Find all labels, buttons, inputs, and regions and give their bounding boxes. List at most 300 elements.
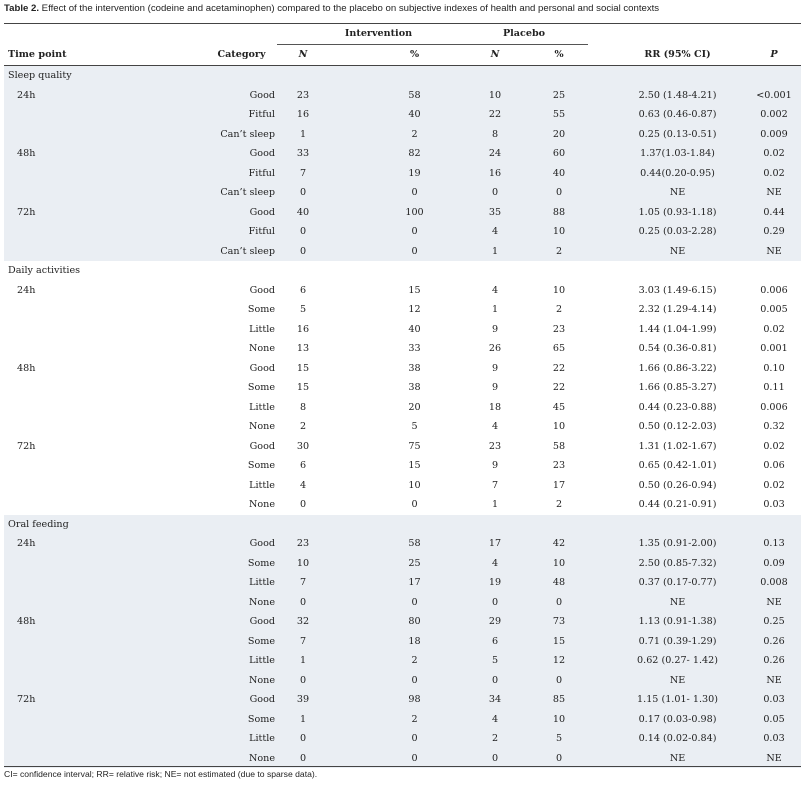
section-row <box>4 261 801 281</box>
cell-rr: NE <box>588 242 727 262</box>
cell-category: Good <box>249 440 275 452</box>
table-row <box>4 378 801 398</box>
table-row <box>4 164 801 184</box>
cell-placebo-n: 9 <box>491 460 499 471</box>
cell-placebo-pct: 10 <box>552 284 566 296</box>
table-row <box>4 144 801 164</box>
cell-placebo-n: 9 <box>491 323 499 335</box>
table-row <box>4 632 801 652</box>
cell-rr: 0.71 (0.39-1.29) <box>588 632 727 652</box>
cell-p: 0.44 <box>727 203 801 223</box>
table-row <box>4 125 801 145</box>
table-bottom-rule <box>4 766 801 767</box>
cell-p: 0.02 <box>763 440 785 452</box>
cell-p: 0.25 <box>727 612 801 632</box>
cell-intervention-n: 5 <box>299 304 307 315</box>
table-row <box>4 495 801 515</box>
cell-rr: NE <box>588 671 727 691</box>
cell-rr: 2.50 (0.85-7.32) <box>588 554 727 574</box>
table-row <box>4 554 801 574</box>
cell-intervention-n: 0 <box>277 729 329 749</box>
cell-intervention-pct: 40 <box>408 323 421 335</box>
cell-p: 0.02 <box>763 479 785 491</box>
cell-time-point: 48h <box>17 362 36 374</box>
cell-placebo-pct: 12 <box>530 651 588 671</box>
table-row <box>4 242 801 262</box>
table-row <box>4 86 801 106</box>
cell-p: 0.26 <box>727 651 801 671</box>
cell-placebo-n: 6 <box>460 632 530 652</box>
cell-placebo-pct: 45 <box>552 401 566 413</box>
cell-category: Good <box>186 612 277 632</box>
cell-intervention-n: 23 <box>277 86 329 106</box>
cell-rr: 0.17 (0.03-0.98) <box>588 710 727 730</box>
section-row <box>4 515 801 535</box>
cell-time-point <box>4 320 186 340</box>
cell-intervention-pct: 20 <box>408 401 421 413</box>
cell-placebo-n: 16 <box>460 164 530 184</box>
cell-p: 0.11 <box>763 382 785 393</box>
cell-intervention-pct: 40 <box>329 105 460 125</box>
table-row <box>4 339 801 359</box>
cell-intervention-pct: 18 <box>329 632 460 652</box>
cell-intervention-pct: 5 <box>411 421 418 432</box>
cell-intervention-n: 7 <box>277 164 329 184</box>
cell-time-point <box>4 554 186 574</box>
cell-intervention-pct: 25 <box>329 554 460 574</box>
cell-placebo-pct: 0 <box>530 183 588 203</box>
table-caption-label: Table 2. <box>4 3 40 14</box>
cell-intervention-pct: 82 <box>329 144 460 164</box>
cell-p: 0.29 <box>727 222 801 242</box>
cell-p: 0.02 <box>727 144 801 164</box>
cell-rr: 3.03 (1.49-6.15) <box>638 284 717 296</box>
cell-category: Little <box>249 479 275 491</box>
cell-category: Some <box>186 710 277 730</box>
cell-p: NE <box>727 671 801 691</box>
cell-intervention-pct: 98 <box>329 690 460 710</box>
cell-intervention-n: 0 <box>277 183 329 203</box>
cell-category: None <box>248 343 275 354</box>
cell-intervention-pct: 33 <box>408 343 421 354</box>
cell-time-point <box>4 417 186 437</box>
cell-category: Can’t sleep <box>186 242 277 262</box>
table-row <box>4 222 801 242</box>
section-title: Sleep quality <box>4 66 801 86</box>
cell-placebo-pct: 2 <box>555 304 563 315</box>
cell-category: Good <box>249 362 275 374</box>
table-row <box>4 320 801 340</box>
cell-placebo-pct: 10 <box>530 554 588 574</box>
cell-rr: 0.37 (0.17-0.77) <box>588 573 727 593</box>
cell-placebo-n: 0 <box>460 183 530 203</box>
cell-placebo-pct: 42 <box>530 534 588 554</box>
cell-intervention-pct: 100 <box>329 203 460 223</box>
cell-category: None <box>186 593 277 613</box>
cell-intervention-pct: 0 <box>329 183 460 203</box>
cell-time-point: 72h <box>4 203 186 223</box>
header-row-columns <box>4 45 801 66</box>
cell-placebo-n: 8 <box>460 125 530 145</box>
cell-intervention-n: 33 <box>277 144 329 164</box>
cell-category: Some <box>247 304 275 315</box>
cell-time-point <box>4 476 186 496</box>
cell-rr: 1.05 (0.93-1.18) <box>588 203 727 223</box>
cell-time-point <box>4 125 186 145</box>
cell-intervention-n: 8 <box>299 401 307 413</box>
cell-category: None <box>186 749 277 769</box>
cell-time-point <box>4 398 186 418</box>
cell-placebo-n: 10 <box>460 86 530 106</box>
cell-placebo-pct: 60 <box>530 144 588 164</box>
cell-placebo-pct: 55 <box>530 105 588 125</box>
cell-p: NE <box>727 593 801 613</box>
cell-intervention-n: 40 <box>277 203 329 223</box>
cell-time-point <box>4 339 186 359</box>
cell-rr: 1.66 (0.86-3.22) <box>638 362 717 374</box>
cell-rr: 0.44 (0.21-0.91) <box>638 499 717 510</box>
cell-placebo-pct: 2 <box>555 499 563 510</box>
cell-time-point <box>4 378 186 398</box>
cell-intervention-n: 10 <box>277 554 329 574</box>
header-intervention: Intervention <box>277 24 460 45</box>
table-row <box>4 398 801 418</box>
cell-rr: 0.50 (0.26-0.94) <box>638 479 717 491</box>
cell-placebo-n: 0 <box>460 593 530 613</box>
cell-intervention-pct: 0 <box>329 729 460 749</box>
cell-intervention-n: 0 <box>277 242 329 262</box>
cell-category: Good <box>186 86 277 106</box>
cell-p: 0.006 <box>760 401 788 413</box>
cell-intervention-n: 6 <box>299 460 307 471</box>
cell-p: 0.32 <box>763 421 785 432</box>
table-caption-text: Effect of the intervention (codeine and acetaminophen) compared to the placebo on subjective indexes of health and personal and social contexts <box>39 3 660 14</box>
cell-time-point: 24h <box>4 534 186 554</box>
cell-placebo-n: 1 <box>491 304 499 315</box>
cell-intervention-pct: 38 <box>408 362 421 374</box>
cell-p: 0.09 <box>727 554 801 574</box>
cell-time-point <box>4 456 186 476</box>
cell-category: Little <box>249 323 275 335</box>
table-row <box>4 203 801 223</box>
cell-category: Some <box>247 460 275 471</box>
cell-rr: 0.44(0.20-0.95) <box>588 164 727 184</box>
cell-placebo-n: 4 <box>491 284 499 296</box>
cell-placebo-n: 7 <box>491 479 499 491</box>
cell-time-point <box>4 593 186 613</box>
cell-category: Good <box>186 690 277 710</box>
section-title: Daily activities <box>8 265 81 276</box>
cell-placebo-pct: 0 <box>530 749 588 769</box>
cell-category: Some <box>186 554 277 574</box>
cell-p: NE <box>727 183 801 203</box>
cell-placebo-pct: 73 <box>530 612 588 632</box>
cell-intervention-pct: 80 <box>329 612 460 632</box>
cell-category: Fitful <box>186 222 277 242</box>
table-row <box>4 476 801 496</box>
cell-p: NE <box>727 749 801 769</box>
cell-placebo-pct: 23 <box>552 323 566 335</box>
cell-placebo-pct: 10 <box>530 710 588 730</box>
cell-category: None <box>248 421 275 432</box>
cell-intervention-n: 0 <box>277 593 329 613</box>
cell-time-point: 48h <box>4 612 186 632</box>
table-row <box>4 437 801 457</box>
header-placebo: Placebo <box>460 24 588 45</box>
header-p: P <box>727 45 801 66</box>
cell-rr: 0.54 (0.36-0.81) <box>638 343 717 354</box>
cell-placebo-pct: 10 <box>530 222 588 242</box>
table-row <box>4 417 801 437</box>
cell-placebo-n: 26 <box>488 343 502 354</box>
table-row <box>4 690 801 710</box>
cell-intervention-pct: 19 <box>329 164 460 184</box>
cell-rr: 0.65 (0.42-1.01) <box>638 460 717 471</box>
cell-time-point: 72h <box>4 690 186 710</box>
cell-p: 0.06 <box>763 460 785 471</box>
cell-intervention-n: 30 <box>296 440 310 452</box>
table-row <box>4 105 801 125</box>
cell-placebo-pct: 2 <box>530 242 588 262</box>
cell-placebo-pct: 22 <box>552 362 566 374</box>
cell-time-point <box>4 222 186 242</box>
table-row <box>4 300 801 320</box>
cell-rr: 0.25 (0.13-0.51) <box>588 125 727 145</box>
cell-intervention-n: 2 <box>299 421 307 432</box>
cell-p: 0.02 <box>763 323 785 335</box>
cell-p: 0.02 <box>727 164 801 184</box>
table-footnote: CI= confidence interval; RR= relative risk; NE= not estimated (due to sparse data). <box>4 769 318 779</box>
cell-placebo-pct: 65 <box>552 343 566 354</box>
cell-p: 0.001 <box>760 343 788 354</box>
cell-category: Little <box>186 573 277 593</box>
cell-category: Good <box>186 203 277 223</box>
cell-time-point <box>4 651 186 671</box>
header-time-point: Time point <box>4 45 186 66</box>
cell-placebo-n: 1 <box>460 242 530 262</box>
cell-placebo-n: 18 <box>488 401 502 413</box>
results-table <box>4 24 801 768</box>
cell-intervention-pct: 58 <box>329 534 460 554</box>
cell-rr: NE <box>588 183 727 203</box>
cell-category: Some <box>247 382 275 393</box>
cell-time-point <box>4 300 186 320</box>
cell-rr: 1.37(1.03-1.84) <box>588 144 727 164</box>
cell-intervention-pct: 2 <box>329 710 460 730</box>
cell-time-point: 72h <box>17 440 36 452</box>
cell-intervention-pct: 0 <box>329 593 460 613</box>
cell-intervention-n: 15 <box>296 382 310 393</box>
cell-time-point <box>4 164 186 184</box>
cell-rr: 0.50 (0.12-2.03) <box>638 421 717 432</box>
header-rr: RR (95% CI) <box>588 45 727 66</box>
cell-intervention-n: 4 <box>299 479 307 491</box>
cell-category: Fitful <box>186 105 277 125</box>
cell-intervention-pct: 0 <box>329 242 460 262</box>
cell-rr: 1.15 (1.01- 1.30) <box>588 690 727 710</box>
cell-p: 0.006 <box>760 284 788 296</box>
cell-intervention-pct: 75 <box>408 440 421 452</box>
cell-rr: 0.63 (0.46-0.87) <box>588 105 727 125</box>
cell-intervention-pct: 58 <box>329 86 460 106</box>
header-category: Category <box>186 45 277 66</box>
cell-intervention-pct: 0 <box>329 671 460 691</box>
cell-placebo-n: 9 <box>491 362 499 374</box>
cell-intervention-n: 1 <box>277 125 329 145</box>
cell-intervention-pct: 17 <box>329 573 460 593</box>
cell-rr: 0.14 (0.02-0.84) <box>588 729 727 749</box>
cell-placebo-pct: 23 <box>552 460 566 471</box>
cell-placebo-n: 22 <box>460 105 530 125</box>
table-row <box>4 612 801 632</box>
cell-rr: 0.62 (0.27- 1.42) <box>588 651 727 671</box>
cell-p: 0.03 <box>727 729 801 749</box>
cell-rr: NE <box>588 593 727 613</box>
cell-p: 0.03 <box>727 690 801 710</box>
cell-placebo-pct: 0 <box>530 671 588 691</box>
cell-time-point <box>4 710 186 730</box>
cell-intervention-n: 39 <box>277 690 329 710</box>
cell-placebo-n: 2 <box>460 729 530 749</box>
cell-intervention-pct: 2 <box>329 651 460 671</box>
cell-intervention-n: 0 <box>299 499 307 510</box>
cell-placebo-pct: 5 <box>530 729 588 749</box>
cell-rr: 1.66 (0.85-3.27) <box>638 382 717 393</box>
cell-placebo-pct: 10 <box>552 421 566 432</box>
cell-p: <0.001 <box>727 86 801 106</box>
cell-time-point: 24h <box>17 284 36 296</box>
cell-intervention-n: 15 <box>296 362 310 374</box>
cell-category: Some <box>186 632 277 652</box>
cell-rr: 1.44 (1.04-1.99) <box>638 323 717 335</box>
cell-intervention-pct: 15 <box>408 284 421 296</box>
cell-placebo-pct: 25 <box>530 86 588 106</box>
section-title: Oral feeding <box>4 515 801 535</box>
cell-intervention-n: 0 <box>277 671 329 691</box>
section-row <box>4 66 801 86</box>
cell-placebo-n: 4 <box>460 710 530 730</box>
cell-rr: 0.44 (0.23-0.88) <box>638 401 717 413</box>
cell-placebo-pct: 48 <box>530 573 588 593</box>
cell-placebo-n: 0 <box>460 671 530 691</box>
header-intervention-pct: % <box>329 45 460 66</box>
cell-category: Good <box>249 284 275 296</box>
cell-time-point <box>4 242 186 262</box>
cell-rr: 2.50 (1.48-4.21) <box>588 86 727 106</box>
cell-placebo-n: 17 <box>460 534 530 554</box>
cell-intervention-n: 0 <box>277 222 329 242</box>
cell-p: 0.008 <box>727 573 801 593</box>
cell-intervention-pct: 12 <box>408 304 421 315</box>
table-row <box>4 671 801 691</box>
cell-intervention-pct: 0 <box>329 222 460 242</box>
table-row <box>4 281 801 301</box>
table-row <box>4 729 801 749</box>
cell-time-point <box>4 183 186 203</box>
cell-rr: NE <box>588 749 727 769</box>
cell-placebo-pct: 22 <box>552 382 566 393</box>
table-row <box>4 593 801 613</box>
cell-placebo-n: 4 <box>491 421 499 432</box>
cell-placebo-pct: 88 <box>530 203 588 223</box>
table-body <box>4 66 801 769</box>
cell-placebo-n: 9 <box>491 382 499 393</box>
cell-intervention-pct: 10 <box>408 479 421 491</box>
cell-intervention-n: 23 <box>277 534 329 554</box>
cell-placebo-pct: 58 <box>552 440 566 452</box>
cell-intervention-pct: 2 <box>329 125 460 145</box>
cell-placebo-pct: 0 <box>530 593 588 613</box>
cell-category: None <box>186 671 277 691</box>
cell-p: 0.05 <box>727 710 801 730</box>
cell-rr: 0.25 (0.03-2.28) <box>588 222 727 242</box>
cell-time-point <box>4 729 186 749</box>
cell-p: 0.03 <box>763 499 785 510</box>
cell-p: 0.13 <box>727 534 801 554</box>
cell-placebo-n: 23 <box>488 440 502 452</box>
table-row <box>4 183 801 203</box>
header-row-groups <box>4 24 801 45</box>
cell-placebo-pct: 40 <box>530 164 588 184</box>
cell-placebo-n: 34 <box>460 690 530 710</box>
cell-time-point: 48h <box>4 144 186 164</box>
cell-placebo-pct: 17 <box>552 479 566 491</box>
table-row <box>4 534 801 554</box>
cell-time-point <box>4 573 186 593</box>
cell-intervention-n: 1 <box>277 651 329 671</box>
cell-placebo-pct: 20 <box>530 125 588 145</box>
cell-placebo-n: 29 <box>460 612 530 632</box>
header-placebo-n: N <box>460 45 530 66</box>
cell-intervention-pct: 38 <box>408 382 421 393</box>
cell-intervention-n: 16 <box>277 105 329 125</box>
cell-intervention-n: 7 <box>277 632 329 652</box>
table-row <box>4 573 801 593</box>
cell-p: NE <box>727 242 801 262</box>
cell-placebo-n: 4 <box>460 222 530 242</box>
cell-intervention-n: 16 <box>296 323 310 335</box>
table-caption <box>4 3 804 14</box>
table-row <box>4 651 801 671</box>
cell-category: None <box>248 499 275 510</box>
cell-time-point <box>4 495 186 515</box>
cell-intervention-pct: 15 <box>408 460 421 471</box>
table-row <box>4 359 801 379</box>
cell-category: Little <box>249 401 275 413</box>
cell-placebo-n: 1 <box>491 499 499 510</box>
cell-intervention-pct: 0 <box>411 499 418 510</box>
cell-p: 0.009 <box>727 125 801 145</box>
cell-placebo-n: 35 <box>460 203 530 223</box>
cell-p: 0.005 <box>760 304 788 315</box>
cell-time-point <box>4 105 186 125</box>
cell-placebo-pct: 15 <box>530 632 588 652</box>
cell-placebo-n: 5 <box>460 651 530 671</box>
cell-placebo-pct: 85 <box>530 690 588 710</box>
cell-intervention-n: 7 <box>277 573 329 593</box>
cell-category: Fitful <box>186 164 277 184</box>
cell-time-point: 24h <box>4 86 186 106</box>
cell-intervention-pct: 0 <box>329 749 460 769</box>
cell-placebo-n: 19 <box>460 573 530 593</box>
cell-intervention-n: 1 <box>277 710 329 730</box>
cell-category: Little <box>186 651 277 671</box>
table-row <box>4 710 801 730</box>
table-row <box>4 456 801 476</box>
cell-category: Can’t sleep <box>186 183 277 203</box>
cell-category: Can’t sleep <box>186 125 277 145</box>
cell-category: Little <box>186 729 277 749</box>
